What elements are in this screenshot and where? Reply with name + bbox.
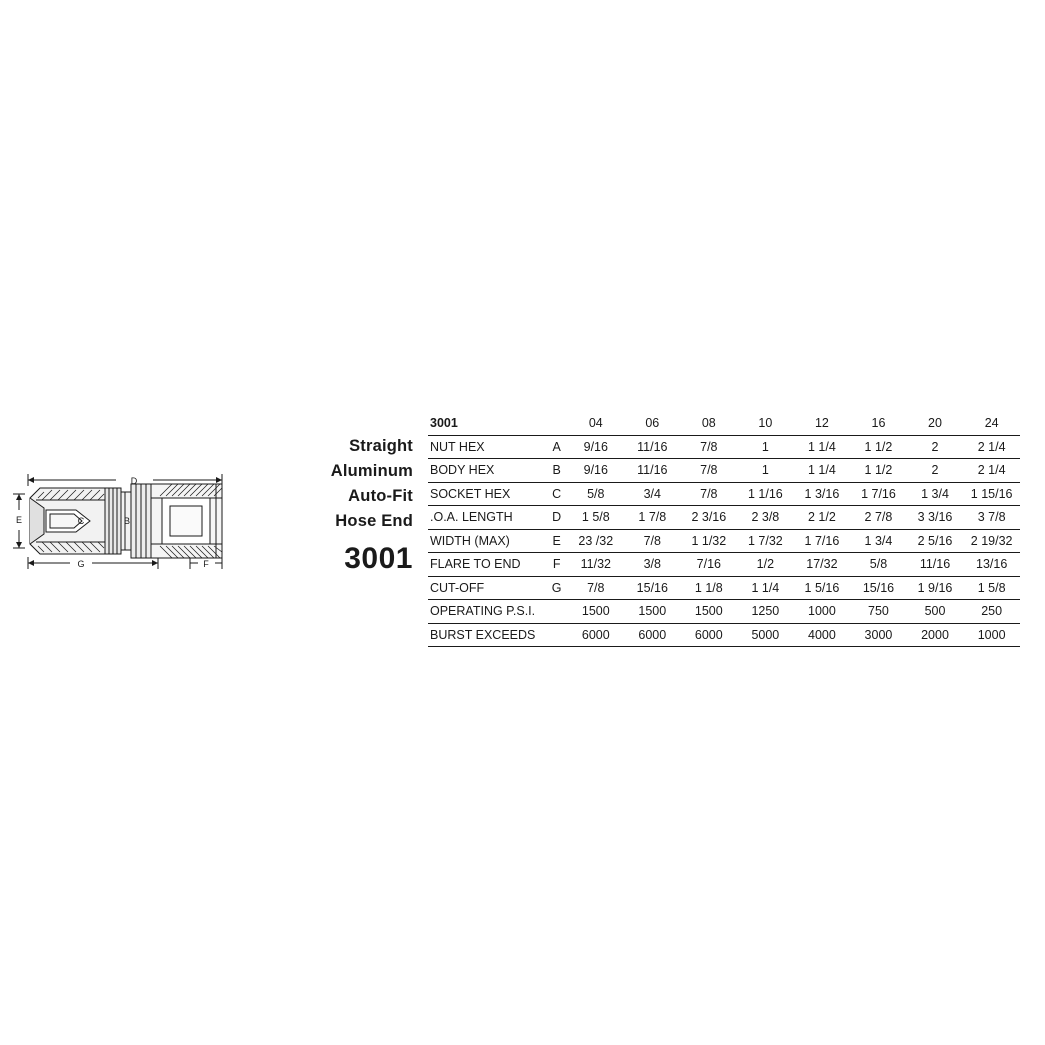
product-title-line-2: Aluminum <box>330 462 413 480</box>
row-code: G <box>546 576 568 600</box>
header-size-08: 08 <box>681 412 738 435</box>
cell-value: 4000 <box>794 623 851 647</box>
cell-value: 2 7/8 <box>850 506 907 530</box>
cell-value: 2 3/8 <box>737 506 794 530</box>
cell-value: 7/8 <box>568 576 625 600</box>
row-code: A <box>546 435 568 459</box>
table-row <box>428 459 1020 483</box>
row-label: SOCKET HEX <box>428 482 546 506</box>
cell-value: 3000 <box>850 623 907 647</box>
cell-value: 6000 <box>681 623 738 647</box>
table-body <box>428 435 1020 647</box>
row-code: F <box>546 553 568 577</box>
header-size-16: 16 <box>850 412 907 435</box>
cell-value: 9/16 <box>568 459 625 483</box>
table-row <box>428 623 1020 647</box>
cell-value: 1500 <box>681 600 738 624</box>
cell-value: 2 3/16 <box>681 506 738 530</box>
cell-value: 2 1/4 <box>963 435 1020 459</box>
cell-value: 6000 <box>568 623 625 647</box>
cell-value: 7/8 <box>624 529 680 553</box>
row-label: NUT HEX <box>428 435 546 459</box>
cell-value: 1 1/4 <box>794 459 851 483</box>
cell-value: 1 1/8 <box>681 576 738 600</box>
cell-value: 250 <box>963 600 1020 624</box>
cell-value: 5/8 <box>850 553 907 577</box>
cell-value: 2 <box>907 435 964 459</box>
cell-value: 2 1/4 <box>963 459 1020 483</box>
row-label: .O.A. LENGTH <box>428 506 546 530</box>
cell-value: 750 <box>850 600 907 624</box>
cell-value: 7/8 <box>681 459 738 483</box>
cell-value: 1 9/16 <box>907 576 964 600</box>
header-series: 3001 <box>428 412 546 435</box>
table-row <box>428 576 1020 600</box>
header-size-20: 20 <box>907 412 964 435</box>
row-label: BURST EXCEEDS <box>428 623 546 647</box>
header-size-24: 24 <box>963 412 1020 435</box>
cell-value: 1 7/8 <box>624 506 680 530</box>
table-header <box>428 412 1020 435</box>
cell-value: 1 <box>737 435 794 459</box>
row-code <box>546 623 568 647</box>
row-label: CUT-OFF <box>428 576 546 600</box>
cell-value: 1 1/16 <box>737 482 794 506</box>
row-code <box>546 600 568 624</box>
cell-value: 23 /32 <box>568 529 625 553</box>
cell-value: 1500 <box>568 600 625 624</box>
cell-value: 1 1/2 <box>850 459 907 483</box>
row-code: C <box>546 482 568 506</box>
cell-value: 2 19/32 <box>963 529 1020 553</box>
cell-value: 1 1/4 <box>737 576 794 600</box>
cell-value: 1 5/16 <box>794 576 851 600</box>
cell-value: 3 3/16 <box>907 506 964 530</box>
cell-value: 7/8 <box>681 435 738 459</box>
cell-value: 3/4 <box>624 482 680 506</box>
cell-value: 1 1/32 <box>681 529 738 553</box>
dim-label-D: D <box>130 476 138 486</box>
dim-label-F: F <box>203 559 209 569</box>
specification-table <box>428 412 1020 647</box>
table-header-row <box>428 412 1020 435</box>
cell-value: 500 <box>907 600 964 624</box>
table-row <box>428 506 1020 530</box>
cell-value: 7/8 <box>681 482 738 506</box>
cell-value: 1 15/16 <box>963 482 1020 506</box>
header-size-10: 10 <box>737 412 794 435</box>
cell-value: 1 3/4 <box>850 529 907 553</box>
hose-end-cutaway-svg <box>10 462 280 592</box>
cell-value: 11/16 <box>907 553 964 577</box>
cell-value: 1 1/4 <box>794 435 851 459</box>
header-size-06: 06 <box>624 412 680 435</box>
cell-value: 1 5/8 <box>963 576 1020 600</box>
cell-value: 15/16 <box>624 576 680 600</box>
cell-value: 9/16 <box>568 435 625 459</box>
cell-value: 2 <box>907 459 964 483</box>
title-block <box>288 434 413 577</box>
table-row <box>428 529 1020 553</box>
cell-value: 1 7/16 <box>850 482 907 506</box>
row-code: E <box>546 529 568 553</box>
header-size-12: 12 <box>794 412 851 435</box>
row-code: B <box>546 459 568 483</box>
cell-value: 1 7/16 <box>794 529 851 553</box>
cell-value: 5/8 <box>568 482 625 506</box>
row-label: FLARE TO END <box>428 553 546 577</box>
dim-label-G: G <box>77 559 85 569</box>
product-title-line-3: Auto-Fit <box>348 487 413 505</box>
cell-value: 17/32 <box>794 553 851 577</box>
cell-value: 11/16 <box>624 435 680 459</box>
product-title-line-1: Straight <box>349 437 413 455</box>
row-label: OPERATING P.S.I. <box>428 600 546 624</box>
cell-value: 3 7/8 <box>963 506 1020 530</box>
cell-value: 1000 <box>794 600 851 624</box>
row-label: WIDTH (MAX) <box>428 529 546 553</box>
cell-value: 1 1/2 <box>850 435 907 459</box>
table-row <box>428 600 1020 624</box>
row-label: BODY HEX <box>428 459 546 483</box>
cell-value: 1 <box>737 459 794 483</box>
cell-value: 11/32 <box>568 553 625 577</box>
dim-label-C: C <box>77 516 85 526</box>
cell-value: 13/16 <box>963 553 1020 577</box>
cell-value: 1500 <box>624 600 680 624</box>
cell-value: 1 5/8 <box>568 506 625 530</box>
product-drawing <box>10 462 280 592</box>
row-code: D <box>546 506 568 530</box>
cell-value: 2 1/2 <box>794 506 851 530</box>
cell-value: 2000 <box>907 623 964 647</box>
product-title-line-4: Hose End <box>335 512 413 530</box>
cell-value: 6000 <box>624 623 680 647</box>
cell-value: 7/16 <box>681 553 738 577</box>
header-code <box>546 412 568 435</box>
cell-value: 1/2 <box>737 553 794 577</box>
cell-value: 1 7/32 <box>737 529 794 553</box>
dim-label-B: B <box>123 516 131 526</box>
table-row <box>428 553 1020 577</box>
header-size-04: 04 <box>568 412 625 435</box>
cell-value: 3/8 <box>624 553 680 577</box>
cell-value: 1 3/4 <box>907 482 964 506</box>
cell-value: 15/16 <box>850 576 907 600</box>
table-row <box>428 482 1020 506</box>
part-number: 3001 <box>344 542 413 575</box>
cell-value: 1250 <box>737 600 794 624</box>
cell-value: 1000 <box>963 623 1020 647</box>
table-row <box>428 435 1020 459</box>
cell-value: 11/16 <box>624 459 680 483</box>
cell-value: 5000 <box>737 623 794 647</box>
cell-value: 2 5/16 <box>907 529 964 553</box>
dim-label-E: E <box>15 515 23 525</box>
cell-value: 1 3/16 <box>794 482 851 506</box>
